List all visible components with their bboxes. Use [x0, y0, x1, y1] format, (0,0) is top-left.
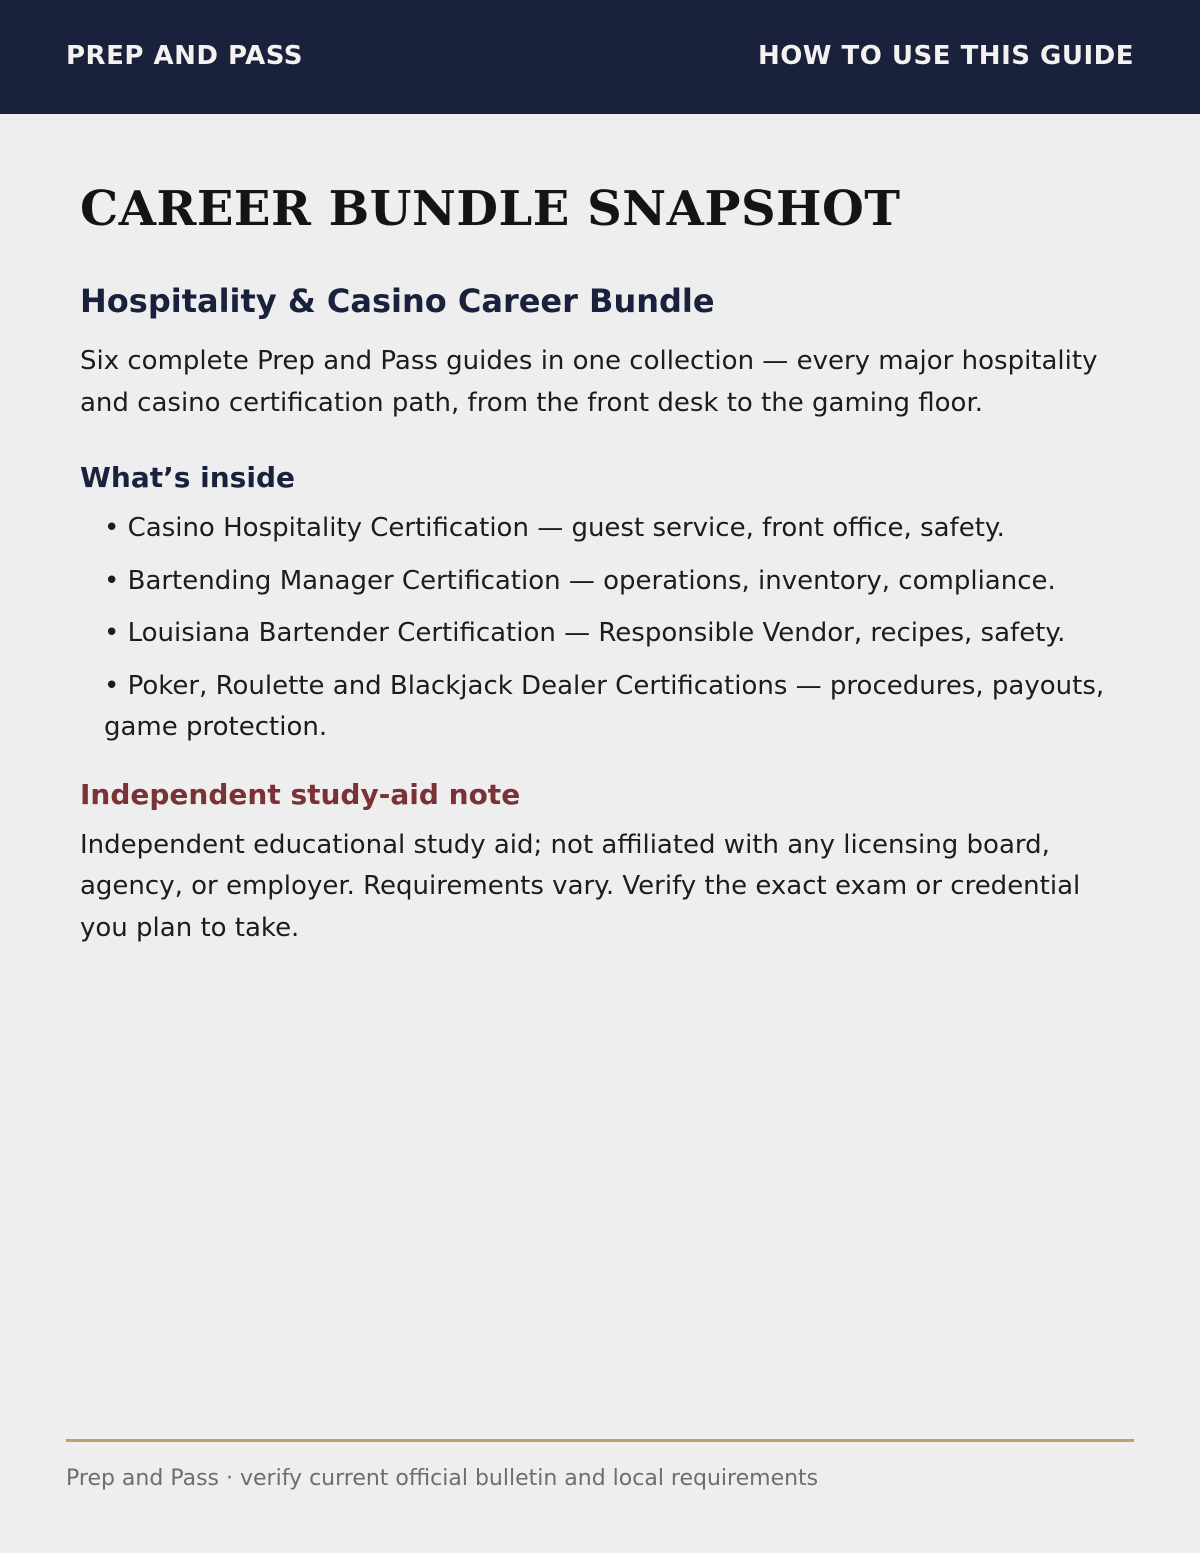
page-title: CAREER BUNDLE SNAPSHOT: [80, 181, 901, 237]
brand-label: PREP AND PASS: [66, 41, 304, 71]
intro-paragraph: Six complete Prep and Pass guides in one collection — every major hospitality and casino certification path, from the front desk to the gaming floor.: [80, 346, 1098, 418]
bundle-title: Hospitality & Casino Career Bundle: [80, 282, 715, 320]
study-aid-note-heading: Independent study-aid note: [80, 777, 521, 811]
list-item: • Poker, Roulette and Blackjack Dealer Certifications — procedures, payouts, game protection.: [104, 670, 1105, 742]
list-item: • Casino Hospitality Certification — guest service, front office, safety.: [104, 513, 1005, 543]
list-item: • Louisiana Bartender Certification — Responsible Vendor, recipes, safety.: [104, 618, 1066, 648]
header-bar: [0, 0, 1200, 114]
footer-divider: [66, 1439, 1134, 1442]
main-content: [80, 176, 1125, 949]
section-label: HOW TO USE THIS GUIDE: [757, 41, 1134, 71]
whats-inside-heading: What’s inside: [80, 461, 295, 494]
study-aid-note-text: Independent educational study aid; not affiliated with any licensing board, agency, or employer. Requirements vary. Verify the exact exam or credential you plan to take.: [80, 829, 1081, 943]
footer-text: Prep and Pass · verify current official bulletin and local requirements: [66, 1466, 819, 1491]
list-item: • Bartending Manager Certification — operations, inventory, compliance.: [104, 565, 1056, 596]
whats-inside-list: [80, 508, 1125, 749]
